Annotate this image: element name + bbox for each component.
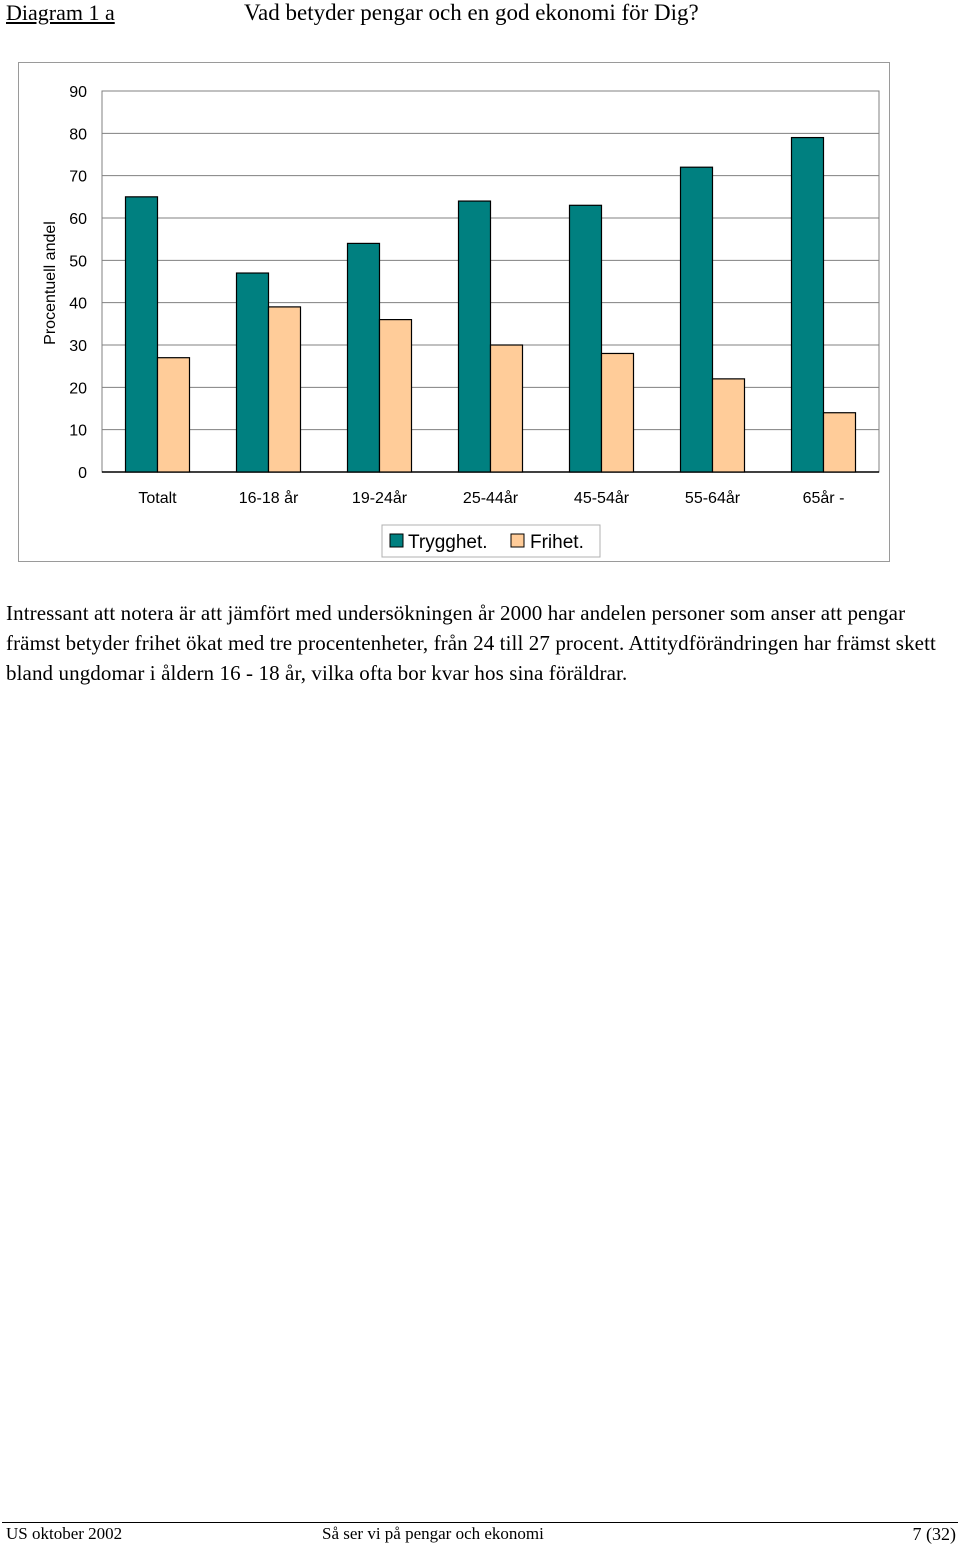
footer-report-title: Så ser vi på pengar och ekonomi xyxy=(322,1524,544,1543)
page-footer xyxy=(0,1522,960,1547)
x-tick-label: 16-18 år xyxy=(238,490,299,507)
legend xyxy=(382,525,600,557)
y-tick-label: 10 xyxy=(69,422,87,440)
bar-trygghet xyxy=(570,205,602,472)
bar-frihet xyxy=(713,379,745,472)
bar-frihet xyxy=(269,307,301,472)
x-tick-label: 19-24år xyxy=(351,490,408,507)
footer-date: US oktober 2002 xyxy=(6,1524,123,1543)
x-tick-label: 55-64år xyxy=(684,490,741,507)
y-tick-label: 80 xyxy=(69,126,87,144)
body-paragraph: Intressant att notera är att jämfört med undersökningen år 2000 har andelen personer som anser att pengar främst betyder frihet ökat med tre procentenheter, från 24 till 27 procent. Attitydförändringen har främst skett bland ungdomar i åldern 16 - 18 år, vilka ofta bor kvar hos sina föräldrar. xyxy=(6,601,936,685)
legend-label: Trygghet. xyxy=(408,532,488,553)
chart-frame xyxy=(18,62,890,562)
y-tick-label: 70 xyxy=(69,168,87,186)
bar-trygghet xyxy=(792,138,824,472)
y-tick-labels xyxy=(69,84,87,482)
bar-trygghet xyxy=(348,243,380,472)
y-axis-label: Procentuell andel xyxy=(42,221,59,345)
y-tick-label: 90 xyxy=(69,84,87,101)
bar-frihet xyxy=(380,320,412,472)
x-tick-label: 25-44år xyxy=(462,490,519,507)
bar-trygghet xyxy=(681,167,713,472)
bar-frihet xyxy=(824,413,856,472)
footer-rule xyxy=(2,1522,958,1523)
x-tick-label: 65år - xyxy=(802,490,845,507)
y-tick-label: 40 xyxy=(69,295,87,313)
bar-trygghet xyxy=(237,273,269,472)
legend-swatch xyxy=(390,534,403,547)
bar-trygghet xyxy=(459,201,491,472)
diagram-label: Diagram 1 a xyxy=(6,0,115,25)
y-tick-label: 30 xyxy=(69,338,87,355)
bar-chart xyxy=(19,63,889,561)
page-title: Vad betyder pengar och en god ekonomi för Dig? xyxy=(244,0,699,25)
y-tick-label: 0 xyxy=(78,465,87,482)
bar-frihet xyxy=(491,345,523,472)
y-tick-label: 60 xyxy=(69,211,87,228)
y-tick-label: 50 xyxy=(69,253,87,271)
bar-frihet xyxy=(158,358,190,472)
legend-label: Frihet. xyxy=(530,532,584,553)
page-number: 7 (32) xyxy=(912,1524,956,1544)
legend-swatch xyxy=(511,534,524,547)
x-tick-label: Totalt xyxy=(138,490,177,507)
x-tick-label: 45-54år xyxy=(573,490,630,507)
bar-trygghet xyxy=(126,197,158,472)
bar-frihet xyxy=(602,353,634,472)
y-tick-label: 20 xyxy=(69,380,87,398)
x-tick-labels xyxy=(138,489,844,507)
